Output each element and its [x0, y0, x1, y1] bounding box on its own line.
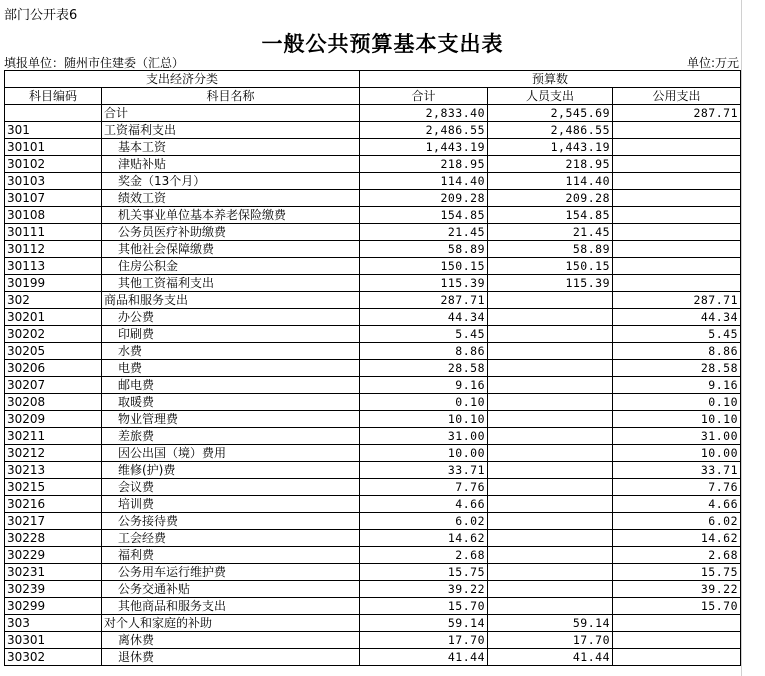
row-name: 绩效工资	[102, 190, 360, 207]
row-personnel	[488, 564, 613, 581]
row-public	[613, 139, 741, 156]
table-row	[5, 241, 741, 258]
row-code: 30216	[5, 496, 102, 513]
row-public: 28.58	[613, 360, 741, 377]
row-code: 30207	[5, 377, 102, 394]
row-public: 7.76	[613, 479, 741, 496]
table-row	[5, 224, 741, 241]
table-row	[5, 411, 741, 428]
table-row	[5, 122, 741, 139]
row-public	[613, 241, 741, 258]
table-row	[5, 156, 741, 173]
row-personnel: 115.39	[488, 275, 613, 292]
header-public: 公用支出	[613, 88, 741, 105]
table-row	[5, 173, 741, 190]
row-personnel	[488, 326, 613, 343]
row-public: 287.71	[613, 105, 741, 122]
table-row	[5, 564, 741, 581]
row-personnel: 114.40	[488, 173, 613, 190]
row-public	[613, 615, 741, 632]
row-name: 津贴补贴	[102, 156, 360, 173]
row-total: 41.44	[360, 649, 488, 666]
row-public: 2.68	[613, 547, 741, 564]
row-name: 物业管理费	[102, 411, 360, 428]
row-total: 44.34	[360, 309, 488, 326]
row-personnel: 209.28	[488, 190, 613, 207]
row-total: 0.10	[360, 394, 488, 411]
row-public: 6.02	[613, 513, 741, 530]
row-personnel: 21.45	[488, 224, 613, 241]
row-total: 10.00	[360, 445, 488, 462]
row-personnel: 150.15	[488, 258, 613, 275]
header-group-row	[5, 71, 741, 88]
row-public: 15.70	[613, 598, 741, 615]
header-name: 科目名称	[102, 88, 360, 105]
row-public: 33.71	[613, 462, 741, 479]
row-total: 17.70	[360, 632, 488, 649]
row-code: 30199	[5, 275, 102, 292]
table-row	[5, 462, 741, 479]
row-code	[5, 105, 102, 122]
row-code: 30217	[5, 513, 102, 530]
row-personnel	[488, 360, 613, 377]
row-code: 30302	[5, 649, 102, 666]
row-total: 33.71	[360, 462, 488, 479]
table-row	[5, 105, 741, 122]
row-code: 30206	[5, 360, 102, 377]
row-personnel	[488, 394, 613, 411]
row-name: 奖金（13个月）	[102, 173, 360, 190]
row-code: 30202	[5, 326, 102, 343]
table-row	[5, 598, 741, 615]
row-total: 15.70	[360, 598, 488, 615]
row-public: 287.71	[613, 292, 741, 309]
row-public: 31.00	[613, 428, 741, 445]
row-code: 30228	[5, 530, 102, 547]
table-row	[5, 547, 741, 564]
row-name: 培训费	[102, 496, 360, 513]
row-personnel	[488, 496, 613, 513]
row-total: 4.66	[360, 496, 488, 513]
row-total: 7.76	[360, 479, 488, 496]
row-personnel: 154.85	[488, 207, 613, 224]
row-code: 30211	[5, 428, 102, 445]
row-public	[613, 275, 741, 292]
row-public	[613, 649, 741, 666]
row-name: 对个人和家庭的补助	[102, 615, 360, 632]
table-row	[5, 343, 741, 360]
row-total: 114.40	[360, 173, 488, 190]
row-total: 59.14	[360, 615, 488, 632]
row-code: 30102	[5, 156, 102, 173]
row-personnel: 41.44	[488, 649, 613, 666]
row-name: 商品和服务支出	[102, 292, 360, 309]
row-total: 154.85	[360, 207, 488, 224]
row-name: 会议费	[102, 479, 360, 496]
row-name: 公务接待费	[102, 513, 360, 530]
row-public	[613, 173, 741, 190]
row-total: 31.00	[360, 428, 488, 445]
row-personnel: 218.95	[488, 156, 613, 173]
row-code: 30111	[5, 224, 102, 241]
row-name: 因公出国（境）费用	[102, 445, 360, 462]
table-row	[5, 428, 741, 445]
row-name: 其他社会保障缴费	[102, 241, 360, 258]
row-public: 15.75	[613, 564, 741, 581]
row-name: 办公费	[102, 309, 360, 326]
row-code: 30209	[5, 411, 102, 428]
row-public	[613, 190, 741, 207]
row-public: 10.10	[613, 411, 741, 428]
row-name: 水费	[102, 343, 360, 360]
row-public	[613, 122, 741, 139]
header-group-classification: 支出经济分类	[5, 71, 360, 88]
row-name: 基本工资	[102, 139, 360, 156]
header-personnel: 人员支出	[488, 88, 613, 105]
row-total: 1,443.19	[360, 139, 488, 156]
fill-unit: 填报单位：随州市住建委（汇总）	[4, 56, 185, 70]
row-personnel	[488, 462, 613, 479]
row-personnel: 1,443.19	[488, 139, 613, 156]
table-row	[5, 275, 741, 292]
row-name: 工资福利支出	[102, 122, 360, 139]
row-personnel	[488, 309, 613, 326]
row-code: 30112	[5, 241, 102, 258]
row-public: 0.10	[613, 394, 741, 411]
row-code: 30239	[5, 581, 102, 598]
row-personnel	[488, 343, 613, 360]
header-total: 合计	[360, 88, 488, 105]
row-name: 公务员医疗补助缴费	[102, 224, 360, 241]
row-name: 印刷费	[102, 326, 360, 343]
table-body	[5, 105, 741, 666]
row-name: 其他工资福利支出	[102, 275, 360, 292]
table-row	[5, 615, 741, 632]
table-row	[5, 309, 741, 326]
row-total: 2.68	[360, 547, 488, 564]
row-code: 30301	[5, 632, 102, 649]
row-public	[613, 156, 741, 173]
table-row	[5, 258, 741, 275]
row-name: 离休费	[102, 632, 360, 649]
table-row	[5, 649, 741, 666]
row-name: 住房公积金	[102, 258, 360, 275]
row-personnel	[488, 445, 613, 462]
row-total: 10.10	[360, 411, 488, 428]
row-personnel: 59.14	[488, 615, 613, 632]
row-code: 30212	[5, 445, 102, 462]
row-total: 39.22	[360, 581, 488, 598]
row-total: 58.89	[360, 241, 488, 258]
row-code: 30201	[5, 309, 102, 326]
budget-table	[4, 70, 741, 666]
row-total: 150.15	[360, 258, 488, 275]
row-name: 维修(护)费	[102, 462, 360, 479]
row-personnel	[488, 547, 613, 564]
row-personnel	[488, 377, 613, 394]
row-name: 机关事业单位基本养老保险缴费	[102, 207, 360, 224]
row-personnel	[488, 428, 613, 445]
row-public	[613, 224, 741, 241]
currency-unit: 单位:万元	[686, 56, 739, 70]
table-row	[5, 360, 741, 377]
table-row	[5, 581, 741, 598]
row-name: 电费	[102, 360, 360, 377]
sheet-label: 部门公开表6	[4, 8, 78, 23]
row-code: 30213	[5, 462, 102, 479]
row-total: 2,833.40	[360, 105, 488, 122]
row-total: 115.39	[360, 275, 488, 292]
table-row	[5, 513, 741, 530]
row-personnel	[488, 581, 613, 598]
row-name: 取暖费	[102, 394, 360, 411]
row-total: 5.45	[360, 326, 488, 343]
row-code: 30231	[5, 564, 102, 581]
table-row	[5, 139, 741, 156]
row-total: 2,486.55	[360, 122, 488, 139]
row-code: 30208	[5, 394, 102, 411]
row-code: 30229	[5, 547, 102, 564]
row-code: 30113	[5, 258, 102, 275]
table-row	[5, 207, 741, 224]
row-public: 44.34	[613, 309, 741, 326]
row-personnel	[488, 598, 613, 615]
row-name: 差旅费	[102, 428, 360, 445]
table-row	[5, 394, 741, 411]
row-personnel: 2,486.55	[488, 122, 613, 139]
row-name: 退休费	[102, 649, 360, 666]
row-total: 28.58	[360, 360, 488, 377]
row-name: 福利费	[102, 547, 360, 564]
row-code: 303	[5, 615, 102, 632]
row-public: 4.66	[613, 496, 741, 513]
row-public	[613, 207, 741, 224]
row-name: 公务用车运行维护费	[102, 564, 360, 581]
row-code: 301	[5, 122, 102, 139]
row-public: 10.00	[613, 445, 741, 462]
row-code: 30215	[5, 479, 102, 496]
row-total: 209.28	[360, 190, 488, 207]
row-total: 287.71	[360, 292, 488, 309]
row-public: 9.16	[613, 377, 741, 394]
row-public: 14.62	[613, 530, 741, 547]
table-row	[5, 445, 741, 462]
table-row	[5, 292, 741, 309]
table-row	[5, 377, 741, 394]
row-total: 14.62	[360, 530, 488, 547]
table-row	[5, 632, 741, 649]
row-name: 其他商品和服务支出	[102, 598, 360, 615]
row-personnel	[488, 513, 613, 530]
row-name: 公务交通补贴	[102, 581, 360, 598]
row-public	[613, 632, 741, 649]
row-personnel: 2,545.69	[488, 105, 613, 122]
row-total: 21.45	[360, 224, 488, 241]
row-code: 30299	[5, 598, 102, 615]
table-row	[5, 190, 741, 207]
table-row	[5, 479, 741, 496]
row-public: 8.86	[613, 343, 741, 360]
header-row	[5, 88, 741, 105]
row-code: 30107	[5, 190, 102, 207]
row-personnel: 58.89	[488, 241, 613, 258]
header-code: 科目编码	[5, 88, 102, 105]
row-personnel	[488, 530, 613, 547]
row-total: 6.02	[360, 513, 488, 530]
row-personnel: 17.70	[488, 632, 613, 649]
grid-line	[741, 0, 742, 676]
row-personnel	[488, 411, 613, 428]
row-total: 15.75	[360, 564, 488, 581]
row-personnel	[488, 292, 613, 309]
row-personnel	[488, 479, 613, 496]
row-public	[613, 258, 741, 275]
header-group-budget: 预算数	[360, 71, 741, 88]
row-public: 5.45	[613, 326, 741, 343]
row-total: 9.16	[360, 377, 488, 394]
row-code: 30101	[5, 139, 102, 156]
page-title: 一般公共预算基本支出表	[261, 31, 504, 56]
row-name: 合计	[102, 105, 360, 122]
row-code: 302	[5, 292, 102, 309]
row-total: 8.86	[360, 343, 488, 360]
table-row	[5, 496, 741, 513]
table-row	[5, 530, 741, 547]
row-code: 30108	[5, 207, 102, 224]
row-name: 邮电费	[102, 377, 360, 394]
row-code: 30103	[5, 173, 102, 190]
table-row	[5, 326, 741, 343]
row-code: 30205	[5, 343, 102, 360]
row-name: 工会经费	[102, 530, 360, 547]
row-public: 39.22	[613, 581, 741, 598]
row-total: 218.95	[360, 156, 488, 173]
